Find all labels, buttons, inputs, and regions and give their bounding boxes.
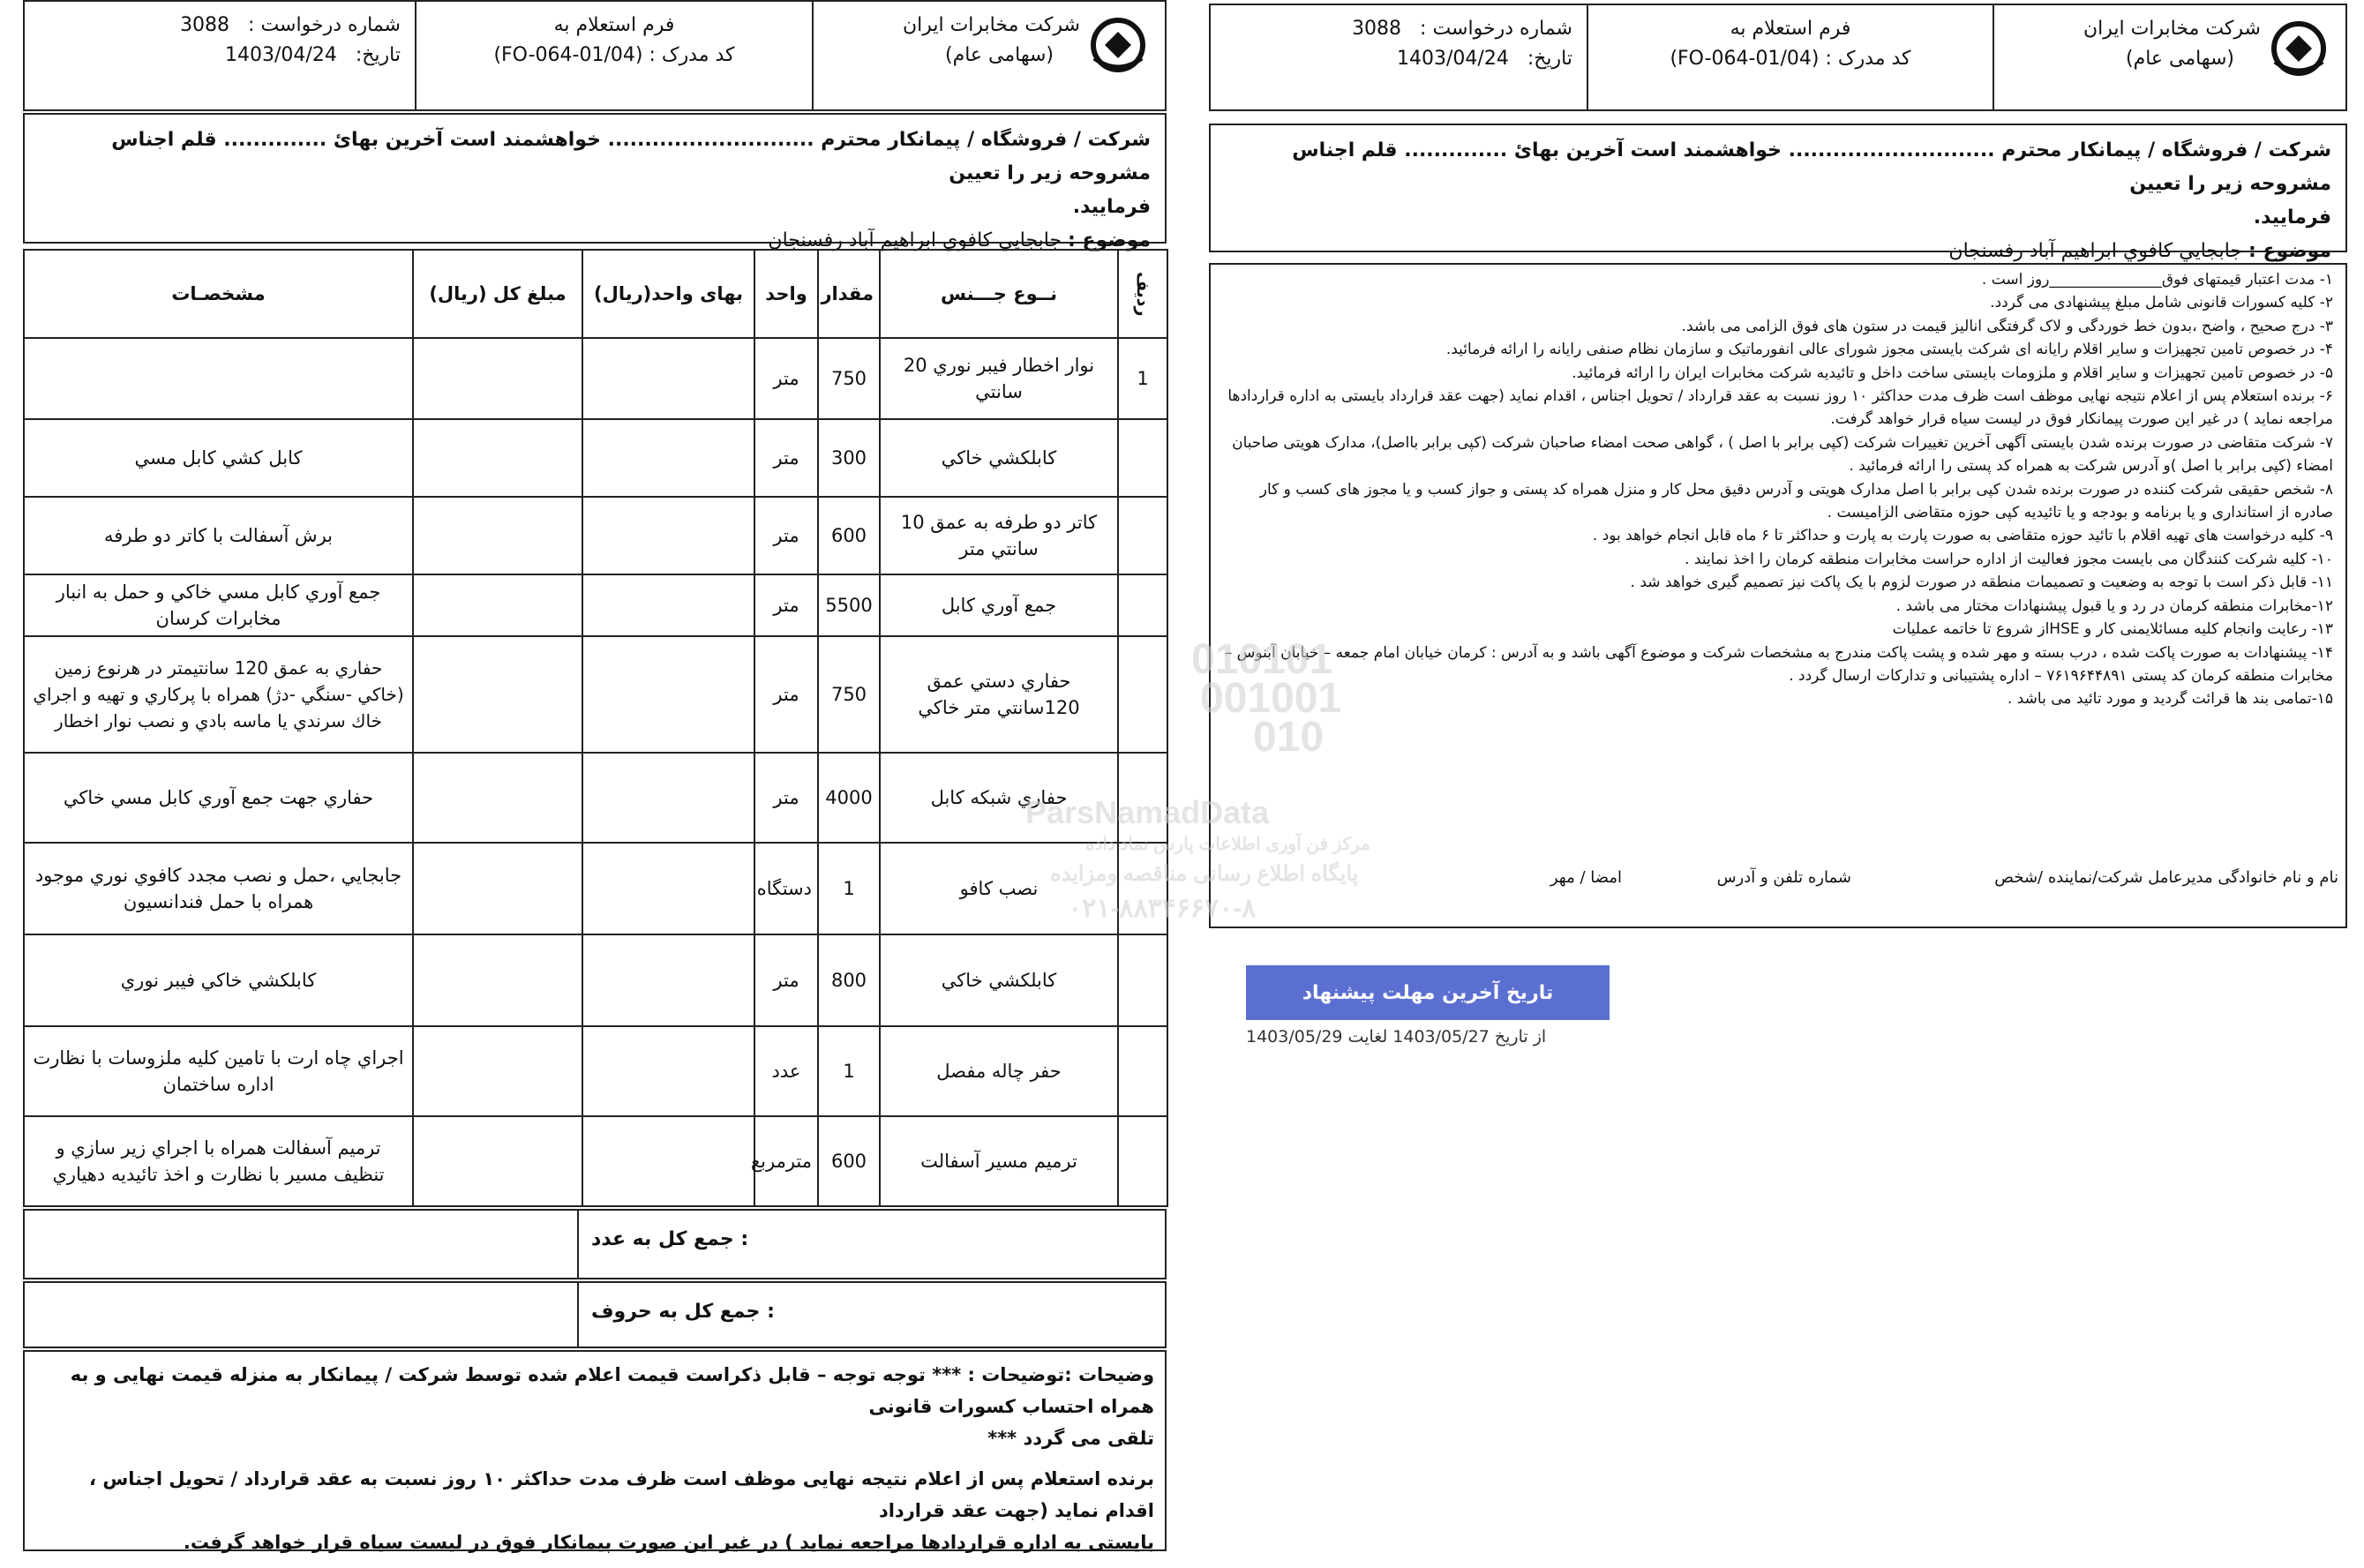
total-numeric-row bbox=[23, 1209, 1167, 1279]
left-intro bbox=[23, 113, 1167, 251]
watermark-digits: 001001 bbox=[1200, 675, 1342, 722]
cell-spec: حفاري به عمق 120 سانتيمتر در هرنوع زمين (خاكي -سنگي -دژ) همراه با پركاري و تهيه و اجراي خاك سرندي يا ماسه بادي و نصب نوار اخطار bbox=[24, 636, 413, 753]
cell-qty: 4000 bbox=[818, 753, 880, 843]
table-row bbox=[24, 1026, 1167, 1116]
company-name: شرکت مخابرات ایران bbox=[2083, 18, 2261, 40]
tci-logo-icon bbox=[2268, 18, 2330, 79]
cell-unit: متر bbox=[754, 574, 818, 636]
total-words-label: جمع کل به حروف : bbox=[577, 1283, 1165, 1347]
cell-unit: عدد bbox=[754, 1026, 818, 1116]
notes-line1: وضیحات :توضیحات : *** توجه توجه – قابل ذکراست قیمت اعلام شده توسط شرکت / پیمانکار به منزله قیمت نهایی و به همراه احتساب کسورات قانونی bbox=[70, 1364, 1154, 1417]
cell-qty: 5500 bbox=[818, 574, 880, 636]
cell-unit-price[interactable] bbox=[582, 497, 754, 574]
request-cell bbox=[1211, 5, 1587, 109]
cell-type: كاتر دو طرفه به عمق 10 سانتي متر bbox=[880, 497, 1118, 574]
signature-name: نام و نام خانوادگی مدیرعامل شرکت/نماینده /شخص bbox=[1994, 868, 2338, 887]
cell-unit-price[interactable] bbox=[582, 338, 754, 419]
form-title: فرم استعلام به bbox=[553, 14, 675, 36]
table-row bbox=[24, 574, 1167, 636]
table-row bbox=[24, 497, 1167, 574]
subject-value: جابجايي كافوي ابراهيم آباد رفسنجان bbox=[768, 229, 1062, 251]
condition-item: ۱- مدت اعتبار قیمتهای فوق_______________روز است . bbox=[1981, 271, 2333, 289]
request-no: 3088 bbox=[180, 14, 230, 36]
condition-item: ۳- درج صحیح ، واضح ،بدون خط خوردگی و لاک گرفتگی انالیز قیمت در ستون های فوق الزامی می باشد. bbox=[1681, 317, 2333, 335]
watermark-digits: 010101 bbox=[1191, 636, 1333, 683]
cell-type: ترميم مسير آسفالت bbox=[880, 1116, 1118, 1206]
cell-spec: جابجايي ،حمل و نصب مجدد كافوي نوري موجود همراه با حمل فندانسيون bbox=[24, 843, 413, 934]
condition-item: ۱۲-مخابرات منطقه کرمان در رد و یا قبول پیشنهادات مختار می باشد . bbox=[1895, 596, 2333, 615]
cell-unit: متر bbox=[754, 636, 818, 753]
signature-phone: شماره تلفن و آدرس bbox=[1716, 868, 1851, 887]
cell-unit: متر bbox=[754, 419, 818, 497]
doc-code: کد مدرک : (FO-064-01/04) bbox=[1670, 48, 1911, 70]
notes-line4: بایستی به اداره قراردادها مراجعه نماید ) در غیر این صورت پیمانکار فوق در لیست سیاه قرار خواهد گرفت. bbox=[183, 1532, 1154, 1553]
subject-label: موضوع : bbox=[1068, 229, 1151, 251]
request-no: 3088 bbox=[1352, 18, 1402, 40]
cell-no bbox=[1118, 497, 1167, 574]
signature-sign: امضا / مهر bbox=[1550, 868, 1622, 887]
deadline-button[interactable]: تاریخ آخرین مهلت پیشنهاد bbox=[1246, 965, 1610, 1020]
condition-item: ۲- کلیه کسورات قانونی شامل مبلغ پیشنهادی می گردد. bbox=[1990, 294, 2333, 312]
intro-line2: فرمایید. bbox=[2253, 206, 2331, 229]
watermark-brand: ParsNamadData bbox=[1025, 794, 1270, 830]
cell-total-price[interactable] bbox=[413, 574, 582, 636]
cell-spec: جمع آوري كابل مسي خاكي و حمل به انبار مخابرات كرسان bbox=[24, 574, 413, 636]
cell-qty: 600 bbox=[818, 497, 880, 574]
table-row bbox=[24, 636, 1167, 753]
condition-item: ۱۴- پیشنهادات به صورت پاکت شده ، درب بسته و مهر شده و پشت پاکت مندرج به مشخصات شرکت و موضوع آگهی باشد و به آدرس : کرمان خیابان امام جمعه – خیابان آبنوس – مخابرات منطقه کرمان کد پستی ۷۶۱۹۶۴۴۸۹۱ – اداره پشتیبانی و تدارکات ارسال گردد . bbox=[1224, 643, 2333, 685]
col-unit-header: واحد bbox=[754, 250, 818, 338]
watermark-fa2: پایگاه اطلاع رسانی مناقصه ومزایده bbox=[1050, 862, 1359, 886]
cell-spec bbox=[24, 338, 413, 419]
company-cell bbox=[1993, 5, 2345, 109]
total-numeric-label: جمع کل به عدد : bbox=[577, 1211, 1165, 1278]
total-words-value[interactable] bbox=[25, 1283, 579, 1347]
cell-unit-price[interactable] bbox=[582, 934, 754, 1026]
cell-type: حفاري دستي عمق 120سانتي متر خاكي bbox=[880, 636, 1118, 753]
cell-unit-price[interactable] bbox=[582, 636, 754, 753]
items-table bbox=[23, 249, 1168, 1207]
condition-item: ۵- در خصوص تامین تجهیزات و سایر اقلام و ملزومات بایستی ساخت داخل و تائیدیه شرکت مخابرات ایران را ارائه فرمائید. bbox=[1572, 364, 2333, 382]
notes-line2: تلقی می گردد *** bbox=[987, 1428, 1154, 1449]
subject-value: جابجايي كافوي ابراهيم آباد رفسنجان bbox=[1948, 240, 2243, 262]
cell-unit-price[interactable] bbox=[582, 574, 754, 636]
cell-unit: متر bbox=[754, 934, 818, 1026]
watermark bbox=[1015, 635, 1385, 935]
cell-total-price[interactable] bbox=[413, 1026, 582, 1116]
doc-code: کد مدرک : (FO-064-01/04) bbox=[493, 44, 735, 66]
table-row bbox=[24, 843, 1167, 934]
cell-no bbox=[1118, 1116, 1167, 1206]
company-sub: (سهامی عام) bbox=[2125, 48, 2234, 70]
form-title: فرم استعلام به bbox=[1730, 18, 1851, 40]
cell-unit-price[interactable] bbox=[582, 1116, 754, 1206]
cell-type: حفر چاله مفصل bbox=[880, 1026, 1118, 1116]
left-header bbox=[23, 0, 1167, 111]
col-row-header: ردیف bbox=[1118, 250, 1167, 338]
cell-unit: دستگاه bbox=[754, 843, 818, 934]
col-qty-header: مقدار bbox=[818, 250, 880, 338]
condition-item: ۴- در خصوص تامین تجهیزات و سایر اقلام رایانه ای شرکت بایستی مجوز شورای عالی انفورماتیک و سازمان نظام صنفی رایانه را ارائه فرمائید. bbox=[1445, 341, 2333, 359]
cell-type: حفاري شبكه كابل bbox=[880, 753, 1118, 843]
condition-item: ۶- برنده استعلام پس از اعلام نتیجه نهایی موظف است ظرف مدت حداکثر ۱۰ روز نسبت به عقد قرارداد / تحویل اجناس ، اقدام نماید (جهت عقد قرارداد بایستی به اداره قراردادها مراجعه نماید ) در غیر این صورت پیمانکار فوق در لیست سیاه قرار خواهد گرفت. bbox=[1227, 387, 2333, 429]
cell-total-price[interactable] bbox=[413, 843, 582, 934]
total-numeric-value[interactable] bbox=[25, 1211, 579, 1278]
cell-unit-price[interactable] bbox=[582, 753, 754, 843]
condition-item: ۹- کلیه درخواست های تهیه اقلام با تائید حوزه متقاضی به صورت پارت به پارت و حداکثر تا ۶ ماه قابل انجام خواهد بود . bbox=[1592, 527, 2333, 545]
subject-label: موضوع : bbox=[2248, 240, 2331, 262]
cell-qty: 300 bbox=[818, 419, 880, 497]
condition-item: ۱۱- قابل ذکر است با توجه به وضعیت و تصمیمات منطقه در صورت لزوم با یک پاکت نیز تصمیم گیری خواهد شد . bbox=[1630, 574, 2333, 592]
cell-qty: 1 bbox=[818, 1026, 880, 1116]
cell-qty: 750 bbox=[818, 338, 880, 419]
company-name: شرکت مخابرات ایران bbox=[902, 14, 1080, 36]
cell-no bbox=[1118, 419, 1167, 497]
cell-unit: متر bbox=[754, 497, 818, 574]
intro-line1: شرکت / فروشگاه / پیمانکار محترم ............................ خواهشمند است آخرین بهایٔ .............. قلم اجناس مشروحه زیر را تعیین bbox=[111, 129, 1151, 184]
cell-qty: 600 bbox=[818, 1116, 880, 1206]
cell-no: 1 bbox=[1118, 338, 1167, 419]
condition-item: ۱۵-تمامی بند ها قرائت گردید و مورد تائید می باشد . bbox=[2007, 690, 2333, 709]
intro-line2: فرمایید. bbox=[1072, 196, 1151, 218]
table-row bbox=[24, 419, 1167, 497]
date-label: تاریخ: bbox=[355, 44, 401, 66]
table-row bbox=[24, 934, 1167, 1026]
deadline-range: از تاریخ 1403/05/27 لغایت 1403/05/29 bbox=[1246, 1027, 1547, 1047]
form-cell bbox=[1587, 5, 1993, 109]
cell-spec: حفاري جهت جمع آوري كابل مسي خاكي bbox=[24, 753, 413, 843]
notes-line3: برنده استعلام پس از اعلام نتیجه نهایی موظف است ظرف مدت حداکثر ۱۰ روز نسبت به عقد قرارداد / تحویل اجناس ، اقدام نماید (جهت عقد قرارداد bbox=[89, 1468, 1154, 1521]
intro-line1: شرکت / فروشگاه / پیمانکار محترم ............................ خواهشمند است آخرین بهایٔ .............. قلم اجناس مشروحه زیر را تعیین bbox=[1292, 139, 2331, 195]
cell-total-price[interactable] bbox=[413, 934, 582, 1026]
condition-item: ۱۳- رعایت وانجام کلیه مسائلایمنی کار و HSEاز شروع تا خاتمه عملیات bbox=[1892, 620, 2333, 639]
request-label: شماره درخواست : bbox=[1420, 18, 1572, 40]
cell-total-price[interactable] bbox=[413, 338, 582, 419]
date-label: تاریخ: bbox=[1527, 48, 1572, 70]
condition-item: ۱۰- کلیه شرکت کنندگان می بایست مجوز فعالیت از اداره حراست مخابرات منطقه کرمان را اخذ نمایند . bbox=[1685, 550, 2333, 568]
cell-type: نوار اخطار فيبر نوري 20 سانتي bbox=[880, 338, 1118, 419]
table-row bbox=[24, 338, 1167, 419]
cell-unit-price[interactable] bbox=[582, 1026, 754, 1116]
date-value: 1403/04/24 bbox=[225, 44, 337, 66]
request-cell bbox=[25, 2, 415, 109]
cell-unit-price[interactable] bbox=[582, 843, 754, 934]
condition-item: ۸- شخص حقیقی شرکت کننده در صورت برنده شدن کپی برابر با اصل مدارک هویتی و آدرس دقیق محل کار و منزل همراه کد پستی و جواز کسب و یا مجوز های کسب و کار صادره از استانداری و یا برنامه و بودجه و یا تائیدیه کپی حوزه متقاضی الزامیست . bbox=[1259, 480, 2333, 522]
cell-type: نصب كافو bbox=[880, 843, 1118, 934]
cell-unit: مترمربع bbox=[754, 1116, 818, 1206]
cell-total-price[interactable] bbox=[413, 753, 582, 843]
notes-box bbox=[23, 1350, 1167, 1551]
date-value: 1403/04/24 bbox=[1397, 48, 1509, 70]
watermark-fa1: مرکز فن آوری اطلاعات پارس نماد داده bbox=[1085, 835, 1370, 854]
right-header bbox=[1209, 4, 2347, 111]
cell-total-price[interactable] bbox=[413, 497, 582, 574]
col-spec-header: مشخصـات bbox=[24, 250, 413, 338]
col-unitprice-header: بهای واحد(ریال) bbox=[582, 250, 754, 338]
total-words-row bbox=[23, 1281, 1167, 1348]
watermark-phone: ۰۲۱-۸۸۳۴۶۶۷۰-۸ bbox=[1068, 894, 1257, 923]
cell-qty: 750 bbox=[818, 636, 880, 753]
cell-spec: ترميم آسفالت همراه با اجراي زير سازي و تنظيف مسير با نظارت و اخذ تائيديه دهياري bbox=[24, 1116, 413, 1206]
cell-spec: اجراي چاه ارت با تامين كليه ملزوسات با نظارت اداره ساختمان bbox=[24, 1026, 413, 1116]
cell-qty: 800 bbox=[818, 934, 880, 1026]
right-intro bbox=[1209, 124, 2347, 262]
cell-type: جمع آوري كابل bbox=[880, 574, 1118, 636]
cell-no bbox=[1118, 934, 1167, 1026]
condition-item: ۷- شرکت متقاضی در صورت برنده شدن بایستی آگهی آخرین تغییرات شرکت (کپی برابر با اصل ) ، گواهی صحت امضاء صاحبان شرکت (کپی برابر بااصل)، مدارک هویتی صاحبان امضاء (کپی برابر با اصل )و آدرس شرکت به همراه کد پستی را ارائه فرمائید . bbox=[1232, 433, 2333, 476]
cell-unit: متر bbox=[754, 338, 818, 419]
table-row bbox=[24, 1116, 1167, 1206]
table-header-row bbox=[24, 250, 1167, 338]
cell-spec: كابل كشي كابل مسي bbox=[24, 419, 413, 497]
table-row bbox=[24, 753, 1167, 843]
cell-total-price[interactable] bbox=[413, 419, 582, 497]
cell-total-price[interactable] bbox=[413, 636, 582, 753]
watermark-digits: 010 bbox=[1253, 714, 1325, 761]
form-cell bbox=[415, 2, 812, 109]
cell-total-price[interactable] bbox=[413, 1116, 582, 1206]
cell-spec: برش آسفالت با كاتر دو طرفه bbox=[24, 497, 413, 574]
cell-unit: متر bbox=[754, 753, 818, 843]
request-label: شماره درخواست : bbox=[248, 14, 401, 36]
cell-no bbox=[1118, 1026, 1167, 1116]
cell-no bbox=[1118, 574, 1167, 636]
cell-qty: 1 bbox=[818, 843, 880, 934]
cell-type: كابلكشي خاكي bbox=[880, 419, 1118, 497]
cell-type: كابلكشي خاكي bbox=[880, 934, 1118, 1026]
tci-logo-icon bbox=[1087, 14, 1149, 76]
company-cell bbox=[812, 2, 1165, 109]
col-type-header: نــوع جـــنس bbox=[880, 250, 1118, 338]
col-total-header: مبلغ کل (ریال) bbox=[413, 250, 582, 338]
cell-unit-price[interactable] bbox=[582, 419, 754, 497]
company-sub: (سهامی عام) bbox=[944, 44, 1054, 66]
cell-spec: كابلكشي خاكي فيبر نوري bbox=[24, 934, 413, 1026]
